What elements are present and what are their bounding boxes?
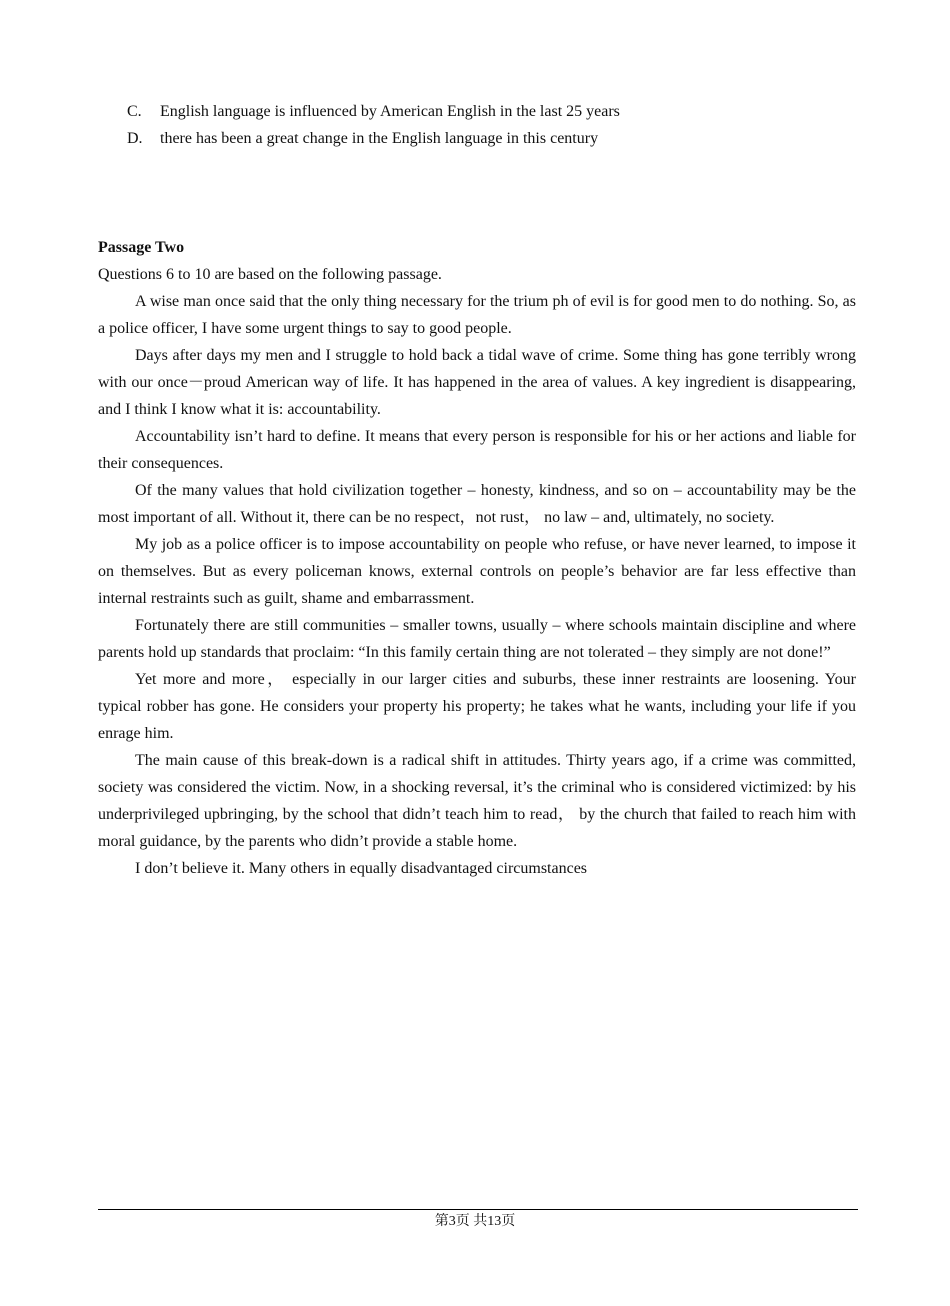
page-number: 第3页 共13页	[434, 1214, 516, 1229]
paragraph-3: Accountability isn’t hard to define. It means that every person is responsible for his or her actions and liable for their consequences.	[98, 428, 856, 472]
passage-intro: Questions 6 to 10 are based on the following passage.	[98, 266, 442, 283]
option-text: English language is influenced by American English in the last 25 years	[160, 103, 620, 120]
option-text: there has been a great change in the English language in this century	[160, 130, 599, 147]
answer-options	[127, 98, 855, 152]
paragraph-6: Fortunately there are still communities – smaller towns, usually – where schools maintain discipline and where parents hold up standards that proclaim: “In this family certain thing are not tolerated – they simply are not done!”	[98, 617, 856, 661]
paragraph-9: I don’t believe it. Many others in equally disadvantaged circumstances	[135, 860, 588, 877]
paragraph-5: My job as a police officer is to impose accountability on people who refuse, or have never learned, to impose it on themselves. But as every policeman knows, external controls on people’s behavior are far less effective than internal restraints such as guilt, shame and embarrassment.	[98, 536, 856, 607]
option-d	[127, 125, 855, 152]
passage-two	[98, 234, 856, 882]
paragraph-7: Yet more and more， especially in our larger cities and suburbs, these inner restraints are loosening. Your typical robber has gone. He considers your property his property; he takes what he wants, including your life if you enrage him.	[98, 671, 856, 742]
paragraph-2: Days after days my men and I struggle to hold back a tidal wave of crime. Some thing has gone terribly wrong with our once－proud American way of life. It has happened in the area of values. A key ingredient is disappearing, and I think I know what it is: accountability.	[98, 347, 856, 418]
paragraph-4: Of the many values that hold civilization together – honesty, kindness, and so on – accountability may be the most important of all. Without it, there can be no respect，not rust， no law – and, ultimately, no society.	[98, 482, 856, 526]
footer-divider	[98, 1209, 858, 1210]
option-letter: D.	[127, 130, 143, 147]
option-letter: C.	[127, 103, 142, 120]
option-c	[127, 98, 855, 125]
passage-heading: Passage Two	[98, 239, 185, 256]
paragraph-8: The main cause of this break-down is a radical shift in attitudes. Thirty years ago, if a crime was committed, society was considered the victim. Now, in a shocking reversal, it’s the criminal who is considered victimized: by his underprivileged upbringing, by the school that didn’t teach him to read， by the church that failed to reach him with moral guidance, by the parents who didn’t provide a stable home.	[98, 752, 856, 850]
paragraph-1: A wise man once said that the only thing necessary for the trium ph of evil is for good men to do nothing. So, as a police officer, I have some urgent things to say to good people.	[98, 293, 856, 337]
